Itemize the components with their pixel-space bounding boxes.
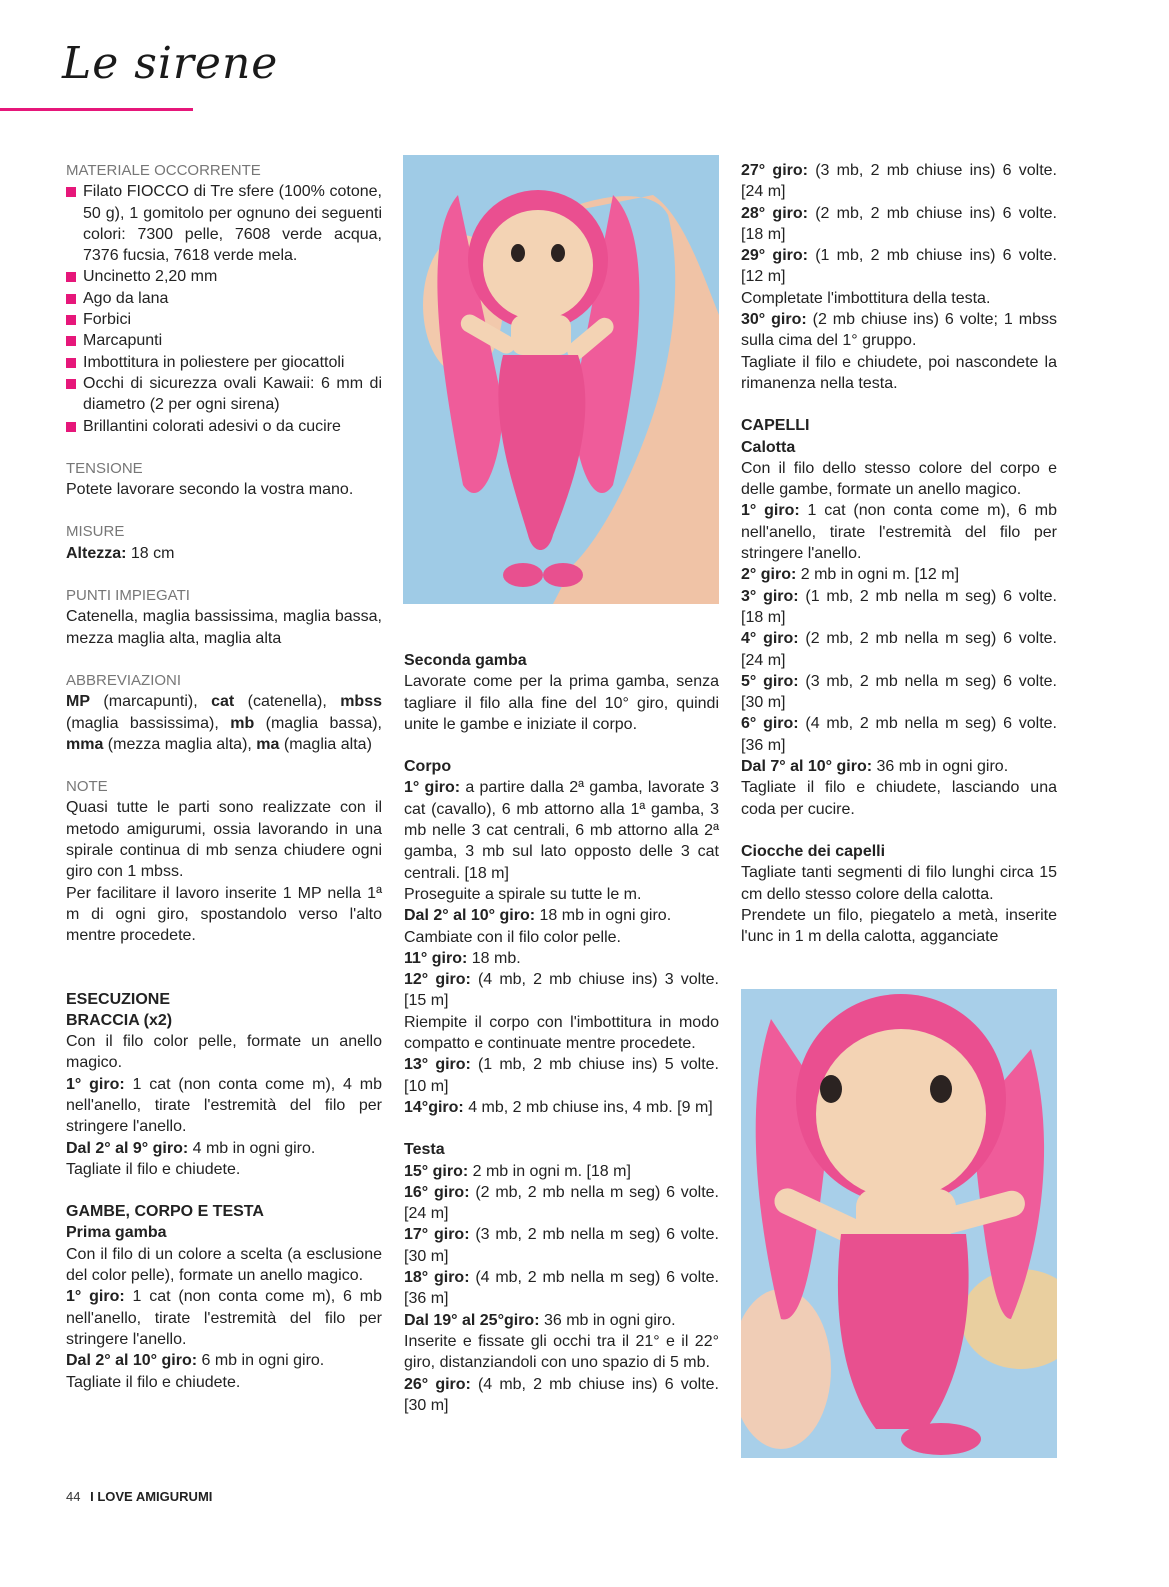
abbreviations-text — [66, 691, 382, 755]
round-text: (1 mb, 2 mb chiuse ins) 5 volte. [10 m] — [404, 1056, 719, 1095]
round-line — [741, 671, 1057, 714]
round-line — [741, 203, 1057, 246]
round-text: a partire dalla 2ª gamba, lavorate 3 cat (cavallo), 6 mb attorno alla 1ª gamba, 3 mb nelle 3 cat centrali, 6 mb attorno alla 2ª gamba, 3 mb sul lato opposto delle 3 cat centrali. [18 m] — [404, 779, 719, 882]
abbr-key: ma — [256, 735, 280, 753]
round-text: 1 cat (non conta come m), 6 mb nell'anello, tirate l'estremità del filo per stringere l'anello. — [741, 502, 1057, 563]
list-item: Ago da lana — [66, 288, 382, 309]
stitches-text: Catenella, maglia bassissima, maglia bassa, mezza maglia alta, maglia alta — [66, 608, 382, 647]
round-label: Dal 2° al 10° giro: — [404, 907, 536, 925]
round-text: (2 mb, 2 mb nella m seg) 6 volte. [24 m] — [741, 630, 1057, 669]
body-heading: Corpo — [404, 758, 452, 776]
round-line — [741, 160, 1057, 203]
round-text: (1 mb, 2 mb chiuse ins) 6 volte. [12 m] — [741, 247, 1058, 286]
round-line — [741, 245, 1057, 288]
head-eyes: Inserite e fissate gli occhi tra il 21° e il 22° giro, distanziandoli con uno spazio di 5 mb. — [404, 1332, 719, 1372]
abbr-key: mbss — [340, 693, 382, 711]
round-label: 1° giro: — [66, 1075, 125, 1093]
page-number: 44 — [66, 1489, 81, 1504]
execution-heading: ESECUZIONE — [66, 990, 171, 1008]
cap-intro: Con il filo dello stesso colore del corpo e delle gambe, formate un anello magico. — [741, 459, 1057, 499]
list-item: Occhi di sicurezza ovali Kawaii: 6 mm di diametro (2 per ogni sirena) — [66, 373, 382, 416]
page-footer — [66, 1489, 212, 1504]
round-text: 18 mb. — [467, 949, 521, 967]
materials-caption: MATERIALE OCCORRENTE — [66, 162, 261, 179]
round-text: (3 mb, 2 mb nella m seg) 6 volte. [30 m] — [741, 672, 1057, 712]
round-label: 30° giro: — [741, 311, 807, 329]
fill-head: Completate l'imbottitura della testa. — [741, 289, 991, 307]
round-text: 36 mb in ogni giro. — [872, 758, 1009, 776]
round-line — [741, 586, 1057, 629]
round-text: (4 mb, 2 mb nella m seg) 6 volte. [36 m] — [741, 715, 1057, 754]
round-line — [66, 1138, 382, 1159]
legs-heading: GAMBE, CORPO E TESTA — [66, 1203, 264, 1221]
body-change: Cambiate con il filo color pelle. — [404, 928, 621, 946]
round-text: 18 mb in ogni giro. — [535, 907, 672, 925]
round-line — [66, 1074, 382, 1138]
abbr-value: (maglia bassa), — [254, 714, 382, 732]
round-text: 2 mb in ogni m. [18 m] — [468, 1162, 631, 1180]
round-label: 1° giro: — [741, 502, 800, 520]
height-value: 18 cm — [126, 544, 175, 562]
head-heading: Testa — [404, 1141, 445, 1159]
close-head: Tagliate il filo e chiudete, poi nascondete la rimanenza nella testa. — [741, 353, 1057, 392]
round-line — [741, 628, 1057, 671]
materials-list — [66, 181, 382, 437]
abbreviations-caption: ABBREVIAZIONI — [66, 671, 182, 689]
round-text: (4 mb, 2 mb chiuse ins) 3 volte. [15 m] — [404, 971, 719, 1010]
round-label: 16° giro: — [404, 1183, 470, 1201]
abbr-value: (marcapunti), — [90, 693, 212, 711]
abbr-key: MP — [66, 693, 90, 711]
round-text: (3 mb, 2 mb chiuse ins) 6 volte. [24 m] — [741, 162, 1058, 201]
page-title: Le sirene — [62, 38, 279, 89]
round-label: 12° giro: — [404, 971, 471, 989]
abbr-value: (mezza maglia alta), — [103, 735, 257, 753]
round-label: 17° giro: — [404, 1226, 470, 1244]
second-leg-text: Lavorate come per la prima gamba, senza tagliare il filo alla fine del 10° giro, quindi unite le gambe e iniziate il corpo. — [404, 673, 719, 733]
round-text: (4 mb, 2 mb chiuse ins) 6 volte. [30 m] — [404, 1375, 719, 1414]
list-item: Imbottitura in poliestere per giocattoli — [66, 352, 382, 373]
round-label: 15° giro: — [404, 1162, 469, 1180]
column-1 — [66, 160, 382, 1393]
round-label: 4° giro: — [741, 630, 799, 648]
round-text: 36 mb in ogni giro. — [539, 1311, 676, 1329]
round-label: 18° giro: — [404, 1269, 470, 1287]
magazine-name: I LOVE AMIGURUMI — [90, 1489, 213, 1504]
tension-caption: TENSIONE — [66, 459, 143, 477]
arms-end: Tagliate il filo e chiudete. — [66, 1160, 241, 1178]
round-line — [404, 969, 719, 1012]
round-line — [404, 1224, 719, 1267]
round-line — [404, 1161, 719, 1182]
arms-heading: BRACCIA (x2) — [66, 1011, 173, 1029]
round-line — [404, 905, 719, 926]
round-label: 27° giro: — [741, 162, 808, 179]
round-label: 29° giro: — [741, 247, 808, 265]
round-line — [404, 1097, 719, 1118]
round-line — [741, 500, 1057, 564]
abbr-key: cat — [211, 693, 235, 711]
list-item: Uncinetto 2,20 mm — [66, 266, 382, 287]
round-label: 1° giro: — [66, 1288, 125, 1306]
list-item: Forbici — [66, 309, 382, 330]
round-line — [404, 1374, 719, 1417]
first-leg-intro: Con il filo di un colore a scelta (a esclusione del color pelle), formate un anello magico. — [66, 1245, 382, 1285]
round-label: 5° giro: — [741, 672, 799, 690]
height-label: Altezza: — [66, 544, 127, 562]
list-item: Marcapunti — [66, 330, 382, 351]
first-leg-end: Tagliate il filo e chiudete. — [66, 1373, 241, 1391]
arms-intro: Con il filo color pelle, formate un anello magico. — [66, 1033, 382, 1072]
round-label: 14°giro: — [404, 1098, 464, 1116]
round-label: Dal 7° al 10° giro: — [741, 758, 873, 776]
round-label: Dal 19° al 25°giro: — [404, 1311, 540, 1329]
mermaid-in-hand-illustration — [403, 155, 719, 604]
round-text: 2 mb in ogni m. [12 m] — [796, 566, 960, 584]
round-label: 2° giro: — [741, 566, 797, 584]
round-line — [404, 777, 719, 883]
round-line — [741, 756, 1057, 777]
round-text: (2 mb chiuse ins) 6 volte; 1 mbss sulla cima del 1° gruppo. — [741, 311, 1057, 350]
round-line — [404, 1054, 719, 1097]
body-fill: Riempite il corpo con l'imbottitura in modo compatto e continuate mentre procedete. — [404, 1013, 719, 1053]
stitches-caption: PUNTI IMPIEGATI — [66, 587, 190, 605]
height-line — [66, 543, 382, 564]
locks-heading: Ciocche dei capelli — [741, 842, 886, 860]
round-line — [66, 1350, 382, 1371]
body-spiral: Proseguite a spirale su tutte le m. — [404, 885, 642, 903]
locks-text: Tagliate tanti segmenti di filo lunghi circa 15 cm dello stesso colore della calotta. — [741, 864, 1057, 903]
round-text: 4 mb, 2 mb chiuse ins, 4 mb. [9 m] — [463, 1098, 713, 1116]
round-label: 1° giro: — [404, 779, 461, 797]
title-underline — [0, 108, 193, 111]
sizes-caption: MISURE — [66, 523, 125, 541]
note-paragraph: Quasi tutte le parti sono realizzate con il metodo amigurumi, ossia lavorando in una spirale continua di mb senza chiudere ogni giro con 1 mbss. — [66, 799, 382, 881]
round-label: 6° giro: — [741, 715, 799, 733]
column-3 — [741, 160, 1057, 947]
second-leg-heading: Seconda gamba — [404, 652, 527, 669]
abbr-key: mma — [66, 735, 104, 753]
abbr-value: (catenella), — [234, 693, 341, 711]
note-paragraph: Per facilitare il lavoro inserite 1 MP nella 1ª m di ogni giro, spostandolo verso l'alto mentre procedete. — [66, 884, 382, 945]
mermaid-photo-closeup — [741, 989, 1057, 1458]
round-label: Dal 2° al 9° giro: — [66, 1139, 189, 1157]
list-item: Filato FIOCCO di Tre sfere (100% cotone, 50 g), 1 gomitolo per ognuno dei seguenti colori: 7300 pelle, 7608 verde acqua, 7376 fucsia, 7618 verde mela. — [66, 181, 382, 266]
round-label: Dal 2° al 10° giro: — [66, 1352, 198, 1370]
cap-end: Tagliate il filo e chiudete, lasciando una coda per cucire. — [741, 779, 1057, 818]
round-line — [404, 1182, 719, 1225]
round-label: 13° giro: — [404, 1056, 471, 1074]
locks-text: Prendete un filo, piegatelo a metà, inserite l'unc in 1 m della calotta, agganciate — [741, 906, 1057, 946]
round-line — [404, 948, 719, 969]
round-text: (4 mb, 2 mb nella m seg) 6 volte. [36 m] — [404, 1269, 719, 1308]
round-text: 6 mb in ogni giro. — [197, 1352, 325, 1370]
mermaid-closeup-illustration — [741, 989, 1057, 1458]
notes-caption: NOTE — [66, 778, 108, 796]
hair-heading: CAPELLI — [741, 417, 810, 435]
first-leg-heading: Prima gamba — [66, 1224, 167, 1242]
cap-heading: Calotta — [741, 438, 796, 456]
round-text: (2 mb, 2 mb chiuse ins) 6 volte. [18 m] — [741, 204, 1058, 243]
tension-text: Potete lavorare secondo la vostra mano. — [66, 481, 354, 499]
round-text: (2 mb, 2 mb nella m seg) 6 volte. [24 m] — [404, 1183, 719, 1223]
mermaid-photo-hand — [403, 155, 719, 604]
round-text: (3 mb, 2 mb nella m seg) 6 volte. [30 m] — [404, 1226, 719, 1265]
abbr-value: (maglia alta) — [279, 735, 372, 753]
round-line — [741, 309, 1057, 352]
column-2 — [404, 650, 719, 1416]
round-text: 1 cat (non conta come m), 6 mb nell'anello, tirate l'estremità del filo per stringere l'anello. — [66, 1288, 382, 1348]
round-line — [741, 713, 1057, 756]
round-line — [404, 1267, 719, 1310]
abbr-key: mb — [230, 714, 255, 732]
round-label: 26° giro: — [404, 1375, 471, 1393]
round-text: 1 cat (non conta come m), 4 mb nell'anello, tirate l'estremità del filo per stringere l'anello. — [66, 1075, 382, 1136]
round-text: 4 mb in ogni giro. — [188, 1139, 316, 1157]
round-line — [741, 564, 1057, 585]
list-item: Brillantini colorati adesivi o da cucire — [66, 416, 382, 437]
round-line — [66, 1286, 382, 1350]
round-line — [404, 1310, 719, 1331]
round-label: 28° giro: — [741, 204, 808, 222]
round-label: 3° giro: — [741, 587, 799, 605]
abbr-value: (maglia bassissima), — [66, 714, 231, 732]
round-label: 11° giro: — [404, 949, 468, 967]
round-text: (1 mb, 2 mb nella m seg) 6 volte. [18 m] — [741, 587, 1057, 626]
